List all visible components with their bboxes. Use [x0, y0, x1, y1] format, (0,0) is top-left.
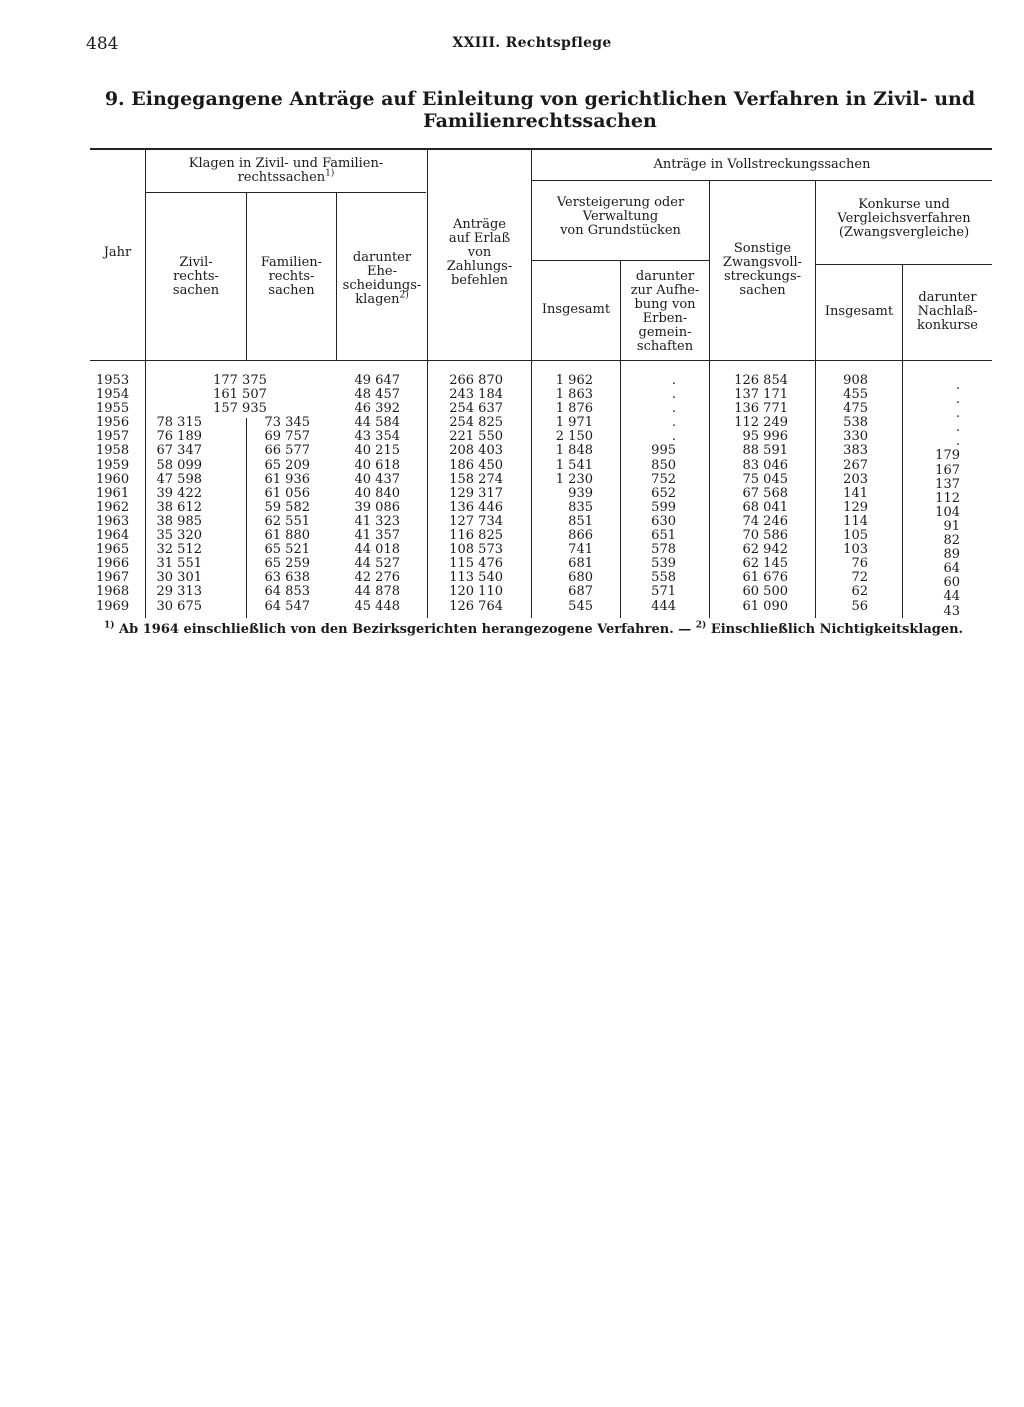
- cell-familien: 65 209: [264, 457, 310, 473]
- cell-erben: 850: [651, 457, 676, 473]
- footnote-1-text: Ab 1964 einschließlich von den Bezirksgerichten herangezogene Verfahren. —: [114, 622, 696, 637]
- cell-nachl: 43: [943, 603, 960, 619]
- cell-nachl: 167: [935, 462, 960, 478]
- cell-ehe: 46 392: [354, 401, 400, 417]
- cell-erlass: 136 446: [449, 499, 503, 515]
- cell-familien: 61 056: [264, 485, 310, 501]
- cell-nachl: 91: [943, 518, 960, 534]
- cell-ehe: 44 527: [354, 556, 400, 572]
- cell-nachl: 137: [935, 476, 960, 492]
- cell-vers: 1 971: [555, 415, 593, 431]
- cell-zivil: 30 301: [156, 570, 202, 586]
- cell-sonst: 95 996: [742, 429, 788, 445]
- cell-konk: 72: [851, 570, 868, 586]
- cell-familien: 62 551: [264, 513, 310, 529]
- cell-zivil: 29 313: [156, 584, 202, 600]
- column-nachlasskonkurse: [910, 379, 960, 619]
- cell-zivil: 38 985: [156, 513, 202, 529]
- cell-vers: 835: [568, 499, 593, 515]
- cell-ehe: 45 448: [354, 598, 400, 614]
- cell-zivil: 35 320: [156, 528, 202, 544]
- cell-ehe: 43 354: [354, 429, 400, 445]
- cell-erlass: 243 184: [449, 387, 503, 403]
- cell-familien: 64 853: [264, 584, 310, 600]
- cell-jahr: 1958: [96, 443, 130, 459]
- cell-ehe: 49 647: [354, 373, 400, 388]
- cell-jahr: 1959: [96, 457, 130, 473]
- cell-jahr: 1953: [96, 373, 130, 388]
- column-familien: [250, 374, 310, 614]
- cell-erlass: 115 476: [449, 556, 503, 572]
- cell-erlass: 120 110: [449, 584, 503, 600]
- cell-erlass: 116 825: [449, 528, 503, 544]
- table-title: [90, 88, 990, 132]
- cell-sonst: 126 854: [734, 373, 788, 388]
- cell-vers: 2 150: [555, 429, 593, 445]
- cell-vers: 1 876: [555, 401, 593, 417]
- cell-erlass: 266 870: [449, 373, 503, 388]
- cell-erlass: 254 637: [449, 401, 503, 417]
- column-sonstige: [720, 374, 788, 614]
- cell-jahr: 1965: [96, 542, 130, 558]
- cell-familien: 66 577: [264, 443, 310, 459]
- cell-vers: 1 848: [555, 443, 593, 459]
- cell-jahr: 1957: [96, 429, 130, 445]
- cell-sonst: 112 249: [734, 415, 788, 431]
- cell-vers: 1 863: [555, 387, 593, 403]
- cell-nachl: 89: [943, 547, 960, 563]
- cell-konk: 105: [843, 528, 868, 544]
- header-sonstige: Sonstige Zwangsvoll- streckungs- sachen: [722, 241, 803, 298]
- cell-zivil: [150, 402, 202, 416]
- cell-zivil: 38 612: [156, 499, 202, 515]
- cell-erlass: 129 317: [449, 485, 503, 501]
- cell-ehe: 40 618: [354, 457, 400, 473]
- cell-nachl: 64: [943, 561, 960, 577]
- cell-zivil: 39 422: [156, 485, 202, 501]
- cell-nachl: .: [955, 406, 960, 422]
- header-klagen-line2-text: rechtssachen: [237, 170, 326, 185]
- cell-erben: .: [671, 429, 676, 445]
- cell-konk: 203: [843, 471, 868, 487]
- cell-sonst: 83 046: [742, 457, 788, 473]
- cell-jahr: 1961: [96, 485, 130, 501]
- cell-sonst: 60 500: [742, 584, 788, 600]
- cell-vers: 680: [568, 570, 593, 586]
- cell-sonst: 62 942: [742, 542, 788, 558]
- cell-zivil: 67 347: [156, 443, 202, 459]
- cell-ehe: 48 457: [354, 387, 400, 403]
- cell-erben: 578: [651, 542, 676, 558]
- header-klagen-line1: Klagen in Zivil- und Familien-: [188, 156, 384, 171]
- page-number: 484: [86, 34, 119, 54]
- cell-ehe: 44 584: [354, 415, 400, 431]
- title-line-1: 9. Eingegangene Anträge auf Einleitung von gerichtlichen Verfahren in Zivil- und: [104, 88, 976, 110]
- cell-ehe: 41 357: [354, 528, 400, 544]
- cell-nachl: .: [955, 434, 960, 450]
- cell-erben: 571: [651, 584, 676, 600]
- cell-nachl: .: [955, 378, 960, 393]
- cell-konk: 267: [843, 457, 868, 473]
- cell-familien: 59 582: [264, 499, 310, 515]
- cell-sonst: 75 045: [742, 471, 788, 487]
- cell-jahr: 1969: [96, 598, 130, 614]
- header-insgesamt-1: Insgesamt: [541, 302, 611, 317]
- cell-combined: 157 935: [213, 401, 267, 417]
- cell-familien: [250, 374, 310, 388]
- cell-familien: 61 880: [264, 528, 310, 544]
- header-versteigerung: Versteigerung oder Verwaltung von Grundstücken: [556, 195, 685, 238]
- cell-ehe: 40 437: [354, 471, 400, 487]
- cell-konk: 330: [843, 429, 868, 445]
- cell-erben: .: [671, 373, 676, 388]
- column-ehe: [340, 374, 400, 614]
- cell-erben: 652: [651, 485, 676, 501]
- header-klagen-group: [146, 157, 426, 185]
- cell-konk: 114: [843, 513, 868, 529]
- cell-familien: [250, 388, 310, 402]
- cell-jahr: 1963: [96, 513, 130, 529]
- cell-nachl: 112: [935, 490, 960, 506]
- cell-ehe: 39 086: [354, 499, 400, 515]
- cell-erlass: 108 573: [449, 542, 503, 558]
- cell-jahr: 1964: [96, 528, 130, 544]
- cell-zivil: 78 315: [156, 415, 202, 431]
- cell-familien: 64 547: [264, 598, 310, 614]
- cell-erlass: 113 540: [449, 570, 503, 586]
- cell-erben: .: [671, 387, 676, 403]
- cell-familien: 65 521: [264, 542, 310, 558]
- cell-vers: 545: [568, 598, 593, 614]
- cell-vers: 687: [568, 584, 593, 600]
- cell-erben: 444: [651, 598, 676, 614]
- cell-konk: 103: [843, 542, 868, 558]
- header-darunter-ehe: [337, 251, 427, 307]
- cell-jahr: 1967: [96, 570, 130, 586]
- cell-erben: 995: [651, 443, 676, 459]
- cell-combined: 161 507: [213, 387, 267, 403]
- running-head: XXIII. Rechtspflege: [452, 35, 612, 51]
- column-versteigerung-insgesamt: [530, 374, 593, 614]
- cell-vers: 741: [568, 542, 593, 558]
- cell-vers: 1 962: [555, 373, 593, 388]
- cell-konk: 908: [843, 373, 868, 388]
- cell-jahr: 1968: [96, 584, 130, 600]
- cell-sonst: 68 041: [742, 499, 788, 515]
- footnote: [104, 622, 963, 637]
- cell-vers: 1 541: [555, 457, 593, 473]
- cell-sonst: 136 771: [734, 401, 788, 417]
- footnote-1-marker: 1): [104, 620, 115, 631]
- cell-erben: 630: [651, 513, 676, 529]
- cell-vers: 1 230: [555, 471, 593, 487]
- column-erbengemeinschaften: [630, 374, 676, 614]
- cell-zivil: [150, 388, 202, 402]
- cell-familien: 69 757: [264, 429, 310, 445]
- cell-familien: 73 345: [264, 415, 310, 431]
- statistics-table: [90, 148, 992, 618]
- cell-vers: 939: [568, 485, 593, 501]
- cell-nachl: 179: [935, 448, 960, 464]
- cell-konk: 62: [851, 584, 868, 600]
- cell-vers: 681: [568, 556, 593, 572]
- column-zivil: [150, 374, 202, 614]
- header-jahr: Jahr: [103, 245, 132, 260]
- cell-erben: 651: [651, 528, 676, 544]
- cell-zivil: [150, 374, 202, 388]
- cell-sonst: 61 676: [742, 570, 788, 586]
- cell-konk: 383: [843, 443, 868, 459]
- cell-sonst: 61 090: [742, 598, 788, 614]
- cell-ehe: 41 323: [354, 513, 400, 529]
- cell-zivil: 47 598: [156, 471, 202, 487]
- cell-erben: .: [671, 415, 676, 431]
- cell-erben: 599: [651, 499, 676, 515]
- header-zivil: Zivil- rechts- sachen: [172, 255, 220, 298]
- header-darunter-ehe-text: darunter Ehe- scheidungs- klagen: [342, 250, 422, 307]
- cell-sonst: 70 586: [742, 528, 788, 544]
- footnote-marker-2: 2): [399, 290, 409, 301]
- cell-nachl: 82: [943, 533, 960, 549]
- cell-konk: 141: [843, 485, 868, 501]
- cell-nachl: 44: [943, 589, 960, 605]
- cell-konk: 475: [843, 401, 868, 417]
- footnote-2-text: Einschließlich Nichtigkeitsklagen.: [706, 622, 964, 637]
- cell-sonst: 137 171: [734, 387, 788, 403]
- cell-nachl: 104: [935, 504, 960, 520]
- header-klagen-line2: [146, 168, 426, 185]
- cell-erlass: 221 550: [449, 429, 503, 445]
- column-jahr: [96, 374, 136, 614]
- cell-konk: 538: [843, 415, 868, 431]
- cell-erlass: 186 450: [449, 457, 503, 473]
- cell-familien: 63 638: [264, 570, 310, 586]
- cell-erlass: 254 825: [449, 415, 503, 431]
- cell-nachl: .: [955, 392, 960, 408]
- cell-sonst: 74 246: [742, 513, 788, 529]
- cell-jahr: 1955: [96, 401, 130, 417]
- cell-erlass: 126 764: [449, 598, 503, 614]
- cell-sonst: 67 568: [742, 485, 788, 501]
- cell-konk: 76: [851, 556, 868, 572]
- cell-familien: [250, 402, 310, 416]
- cell-vers: 851: [568, 513, 593, 529]
- cell-sonst: 88 591: [742, 443, 788, 459]
- cell-familien: 61 936: [264, 471, 310, 487]
- cell-zivil: 76 189: [156, 429, 202, 445]
- cell-konk: 455: [843, 387, 868, 403]
- cell-konk: 129: [843, 499, 868, 515]
- cell-erben: 539: [651, 556, 676, 572]
- cell-sonst: 62 145: [742, 556, 788, 572]
- cell-ehe: 42 276: [354, 570, 400, 586]
- cell-jahr: 1960: [96, 471, 130, 487]
- footnote-2-marker: 2): [695, 620, 707, 631]
- cell-zivil: 30 675: [156, 598, 202, 614]
- header-familien: Familien- rechts- sachen: [260, 255, 323, 298]
- cell-jahr: 1966: [96, 556, 130, 572]
- header-darunter-nachlass: darunter Nachlaß- konkurse: [917, 290, 978, 333]
- header-antraege-erlass: Anträge auf Erlaß von Zahlungs- befehlen: [446, 217, 513, 288]
- cell-vers: 866: [568, 528, 593, 544]
- cell-familien: 65 259: [264, 556, 310, 572]
- column-erlass: [435, 374, 503, 614]
- cell-erben: 752: [651, 471, 676, 487]
- cell-ehe: 40 840: [354, 485, 400, 501]
- header-konkurse: Konkurse und Vergleichsverfahren (Zwangsvergleiche): [837, 197, 971, 240]
- cell-erlass: 208 403: [449, 443, 503, 459]
- cell-jahr: 1962: [96, 499, 130, 515]
- cell-combined: 177 375: [213, 373, 267, 388]
- footnote-marker-1: 1): [325, 168, 335, 179]
- cell-konk: 56: [851, 598, 868, 614]
- cell-erlass: 158 274: [449, 471, 503, 487]
- header-insgesamt-2: Insgesamt: [824, 304, 894, 319]
- cell-zivil: 31 551: [156, 556, 202, 572]
- cell-nachl: 60: [943, 575, 960, 591]
- cell-ehe: 44 878: [354, 584, 400, 600]
- cell-jahr: 1956: [96, 415, 130, 431]
- cell-erlass: 127 734: [449, 513, 503, 529]
- cell-zivil: 58 099: [156, 457, 202, 473]
- cell-zivil: 32 512: [156, 542, 202, 558]
- cell-ehe: 44 018: [354, 542, 400, 558]
- cell-nachl: .: [955, 420, 960, 436]
- cell-erben: 558: [651, 570, 676, 586]
- column-konkurse-insgesamt: [830, 374, 868, 614]
- cell-jahr: 1954: [96, 387, 130, 403]
- cell-erben: .: [671, 401, 676, 417]
- header-darunter-erben: darunter zur Aufhe- bung von Erben- gemein- schaften: [630, 269, 700, 354]
- title-line-2: Familienrechtssachen: [423, 110, 657, 132]
- header-vollstreckung-group: Anträge in Vollstreckungssachen: [653, 157, 871, 172]
- cell-ehe: 40 215: [354, 443, 400, 459]
